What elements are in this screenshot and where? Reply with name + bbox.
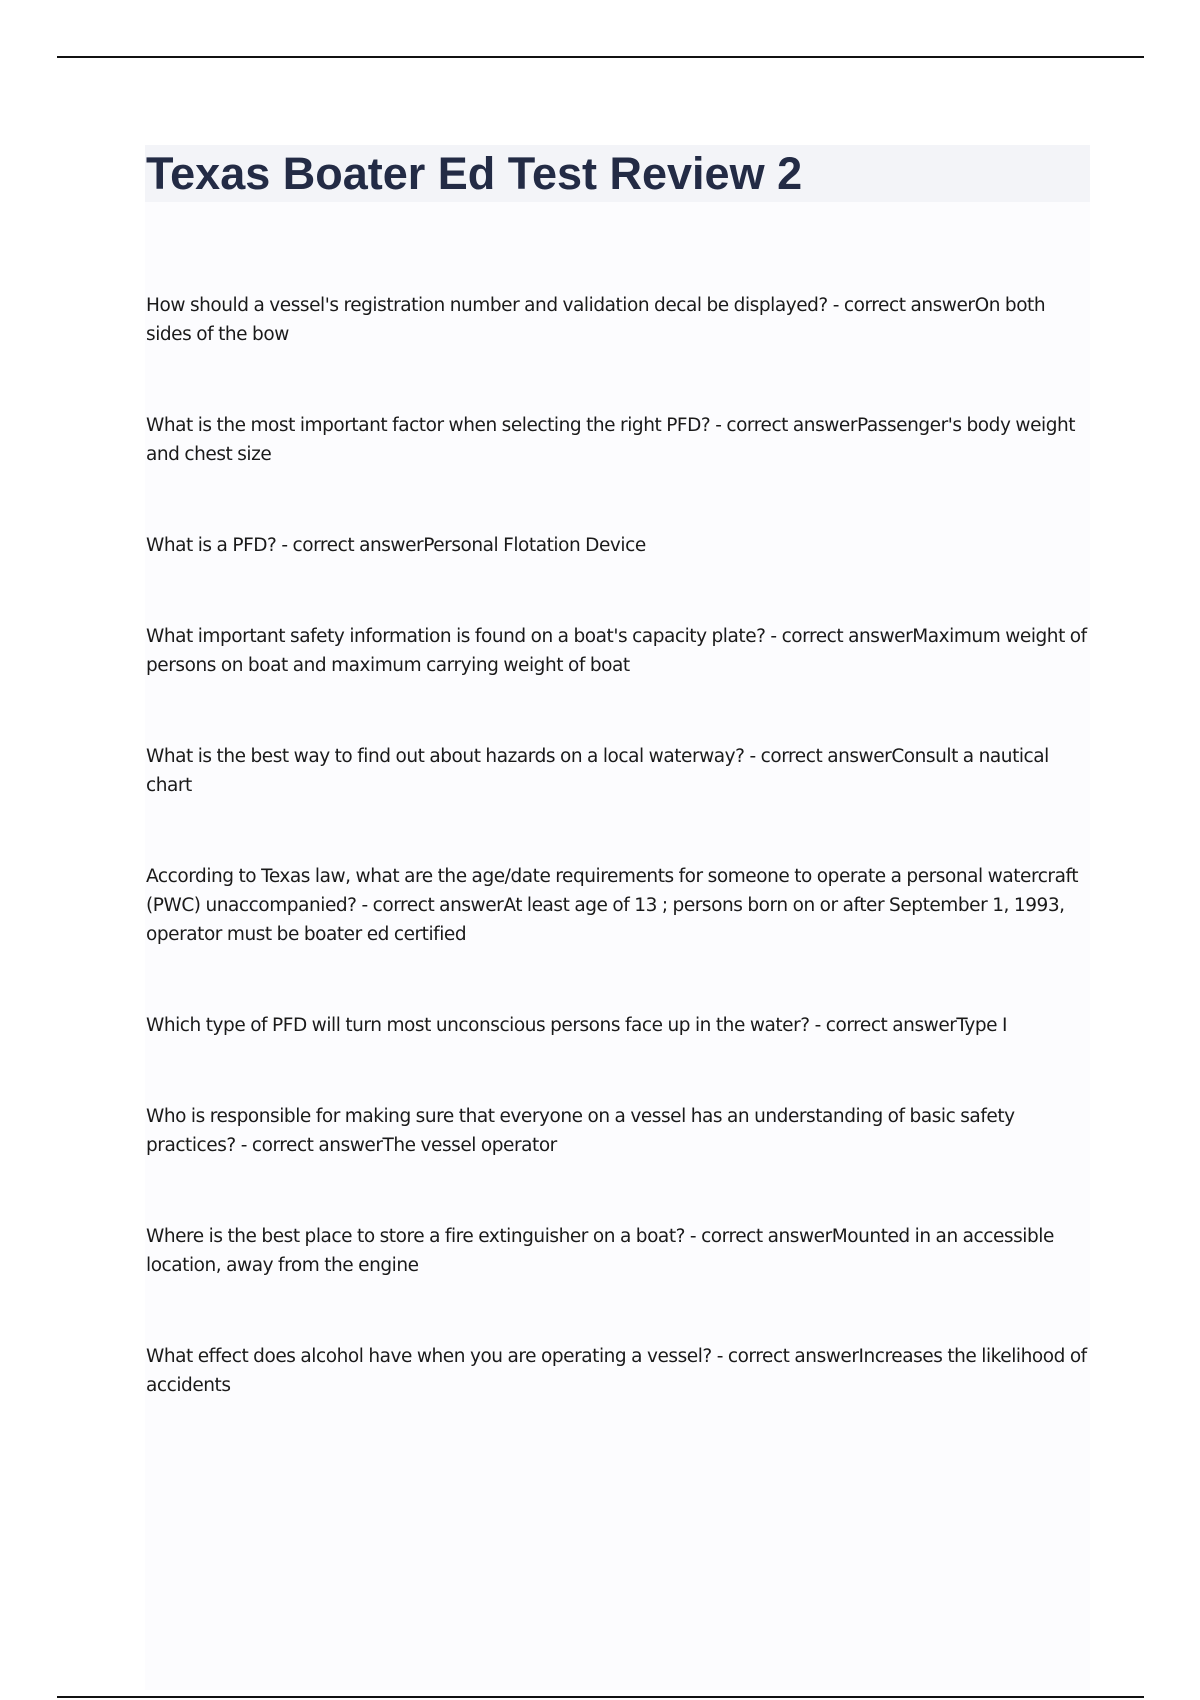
question-text: What important safety information is found on a boat's capacity plate? - correct answer [146,626,913,647]
question-text: How should a vessel's registration number and validation decal be displayed? - correct answer [146,295,975,316]
qa-item-10 [146,1342,1091,1400]
answer-text: On both sides of the bow [146,295,1046,345]
qa-item-1 [146,291,1091,349]
question-text: What is a PFD? - correct answer [146,535,424,556]
question-text: What is the best way to find out about hazards on a local waterway? - correct answer [146,746,892,767]
page-title: Texas Boater Ed Test Review 2 [146,148,803,199]
qa-item-8 [146,1102,1091,1160]
qa-item-6 [146,862,1091,949]
answer-text: Increases the likelihood of accidents [146,1346,1087,1396]
answer-text: Personal Flotation Device [423,535,646,556]
qa-item-5 [146,742,1091,800]
question-text: What is the most important factor when selecting the right PFD? - correct answer [146,415,858,436]
qa-item-4 [146,622,1091,680]
question-text: Which type of PFD will turn most unconscious persons face up in the water? - correct answer [146,1015,957,1036]
answer-text: At least age of 13 ; persons born on or after September 1, 1993, operator must be boater ed certified [146,895,1065,945]
question-text: Who is responsible for making sure that everyone on a vessel has an understanding of basic safety practices? - correct answer [146,1106,1015,1156]
top-rule [57,56,1144,58]
answer-text: Passenger's body weight and chest size [146,415,1076,465]
answer-text: Mounted in an accessible location, away from the engine [146,1226,1054,1276]
qa-item-2 [146,411,1091,469]
qa-item-9 [146,1222,1091,1280]
answer-text: Maximum weight of persons on boat and maximum carrying weight of boat [146,626,1087,676]
answer-text: Consult a nautical chart [146,746,1049,796]
answer-text: The vessel operator [382,1135,557,1156]
question-text: Where is the best place to store a fire extinguisher on a boat? - correct answer [146,1226,832,1247]
qa-list [146,291,1091,1462]
question-text: According to Texas law, what are the age/date requirements for someone to operate a personal watercraft (PWC) unaccompanied? - correct answer [146,866,1079,916]
answer-text: Type I [956,1015,1008,1036]
qa-item-7 [146,1011,1091,1040]
bottom-rule [57,1696,1144,1698]
question-text: What effect does alcohol have when you are operating a vessel? - correct answer [146,1346,859,1367]
qa-item-3 [146,531,1091,560]
